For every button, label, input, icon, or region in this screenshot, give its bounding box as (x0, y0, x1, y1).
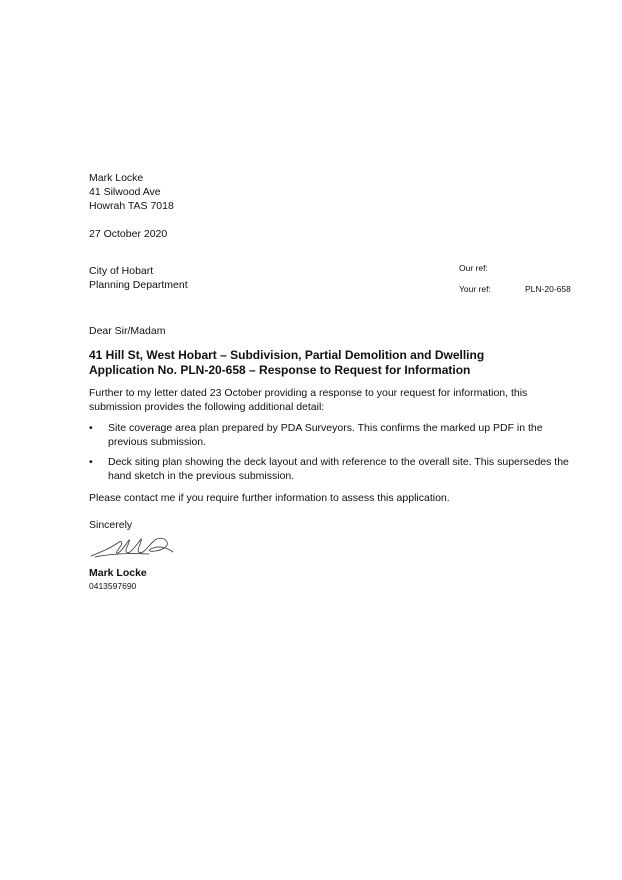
subject-line-1: 41 Hill St, West Hobart – Subdivision, Partial Demolition and Dwelling (89, 348, 485, 362)
signatory-name: Mark Locke (89, 567, 147, 579)
signatory-phone: 0413597690 (89, 581, 137, 591)
your-ref-label: Your ref: (459, 284, 491, 294)
list-item (89, 455, 571, 483)
list-item-text: Deck siting plan showing the deck layout and with reference to the overall site. This supersedes the hand sketch in the previous submission. (108, 456, 569, 482)
recipient-dept: Planning Department (89, 279, 188, 291)
handwritten-signature (89, 532, 179, 560)
letter-date: 27 October 2020 (89, 228, 168, 240)
salutation: Dear Sir/Madam (89, 325, 166, 337)
sender-suburb: Howrah TAS 7018 (89, 200, 174, 212)
sender-street: 41 Silwood Ave (89, 186, 161, 198)
your-ref-value: PLN-20-658 (525, 284, 571, 294)
bullet-icon: • (89, 422, 93, 434)
list-item-text: Site coverage area plan prepared by PDA Surveyors. This confirms the marked up PDF in the previous submission. (108, 422, 543, 448)
recipient-org: City of Hobart (89, 265, 154, 277)
sender-address (89, 171, 174, 213)
detail-list (89, 421, 571, 489)
recipient-address (89, 264, 188, 292)
subject-line-2: Application No. PLN-20-658 – Response to Request for Information (89, 363, 471, 377)
valediction: Sincerely (89, 519, 133, 531)
list-item (89, 421, 571, 449)
intro-paragraph: Further to my letter dated 23 October providing a response to your request for information, this submission provides the following additional detail: (89, 387, 528, 413)
sender-name: Mark Locke (89, 172, 144, 184)
bullet-icon: • (89, 456, 93, 468)
our-ref-label: Our ref: (459, 263, 488, 273)
subject-heading (89, 348, 569, 378)
closing-paragraph: Please contact me if you require further information to assess this application. (89, 492, 450, 504)
